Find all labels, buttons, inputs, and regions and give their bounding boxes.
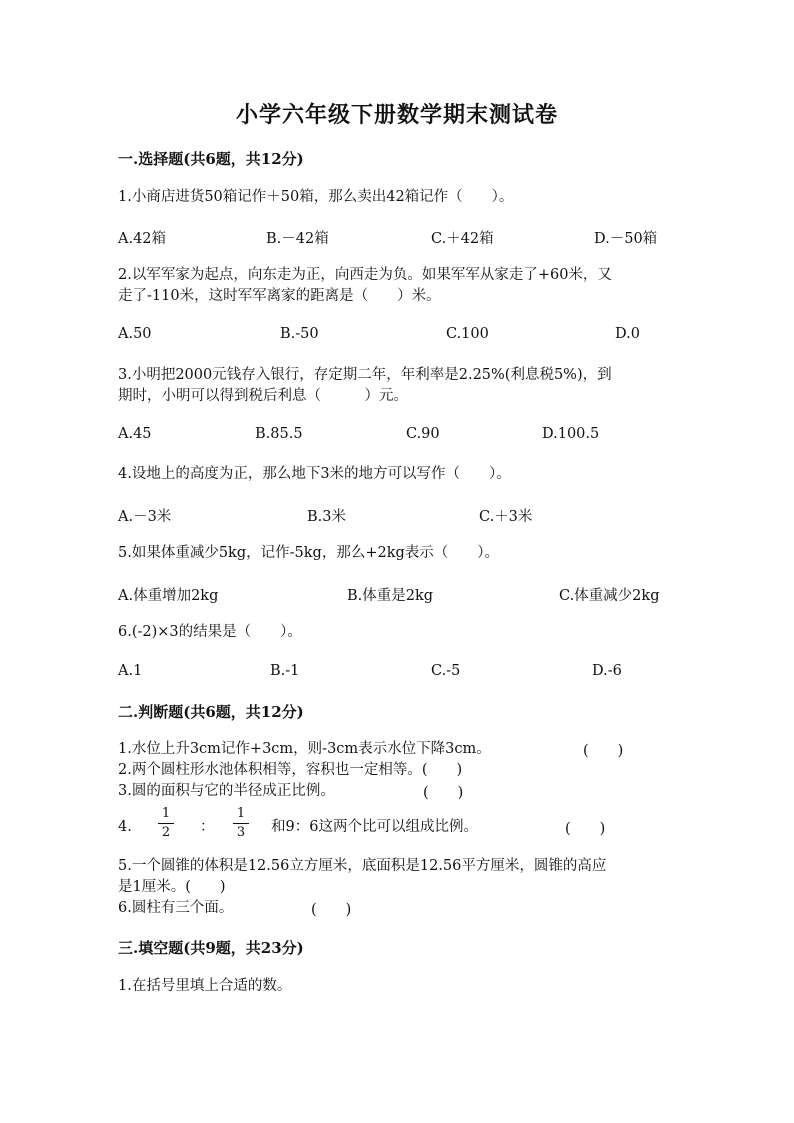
judge-4-colon: ： — [200, 819, 215, 835]
option-b: B.-1 — [270, 663, 300, 679]
question-5-options — [118, 584, 678, 606]
question-6: 6.(-2)×3的结果是（ ）。 — [118, 624, 302, 640]
question-3-line-1: 3.小明把2000元钱存入银行，存定期二年，年利率是2.25%(利息税5%)，到 — [118, 367, 612, 383]
option-c: C.90 — [406, 426, 440, 442]
question-1: 1.小商店进货50箱记作＋50箱，那么卖出42箱记作（ ）。 — [118, 189, 514, 205]
option-a: A.45 — [118, 426, 152, 442]
judge-1-answer-paren: ( ) — [583, 743, 624, 759]
option-c: C.＋42箱 — [431, 231, 494, 247]
question-1-options — [118, 227, 678, 249]
judge-1: 1.水位上升3cm记作+3cm，则-3cm表示水位下降3cm。 — [118, 741, 491, 757]
section-header-fill: 三.填空题(共9题，共23分) — [118, 939, 304, 957]
option-a: A.体重增加2kg — [118, 588, 219, 604]
question-2-line-1: 2.以军军家为起点，向东走为正，向西走为负。如果军军从家走了+60米，又 — [118, 267, 612, 283]
judge-2: 2.两个圆柱形水池体积相等，容积也一定相等。( ) — [118, 762, 463, 778]
option-a: A.50 — [118, 326, 152, 342]
option-c: C.100 — [446, 326, 489, 342]
option-d: D.0 — [615, 326, 640, 342]
fraction-one-third: 1 3 — [233, 806, 249, 841]
option-a: A.－3米 — [118, 509, 172, 525]
judge-5-line-2: 是1厘米。( ) — [118, 879, 226, 895]
question-5: 5.如果体重减少5kg，记作-5kg，那么+2kg表示（ ）。 — [118, 545, 500, 561]
judge-4-text: 和9：6这两个比可以组成比例。 — [271, 819, 478, 835]
option-b: B.体重是2kg — [347, 588, 434, 604]
question-2-line-2: 走了-110米，这时军军离家的距离是（ ）米。 — [118, 288, 441, 304]
question-3-line-2: 期时，小明可以得到税后利息（ ）元。 — [118, 388, 408, 404]
section-header-judge: 二.判断题(共6题，共12分) — [118, 703, 304, 721]
section-header-choice: 一.选择题(共6题，共12分) — [118, 150, 304, 168]
fill-1: 1.在括号里填上合适的数。 — [118, 978, 292, 994]
option-c: C.＋3米 — [479, 509, 533, 525]
option-b: B.85.5 — [255, 426, 303, 442]
judge-4-number: 4. — [118, 819, 132, 835]
page-title: 小学六年级下册数学期末测试卷 — [235, 102, 558, 128]
question-3-options — [118, 426, 678, 448]
option-d: D.－50箱 — [594, 231, 658, 247]
option-c: C.-5 — [431, 663, 461, 679]
option-a: A.42箱 — [118, 231, 167, 247]
option-b: B.-50 — [280, 326, 319, 342]
fraction-one-half: 1 2 — [158, 806, 174, 841]
option-d: D.-6 — [592, 663, 622, 679]
judge-3-answer-paren: ( ) — [423, 785, 464, 801]
option-c: C.体重减少2kg — [559, 588, 660, 604]
question-4: 4.设地上的高度为正，那么地下3米的地方可以写作（ ）。 — [118, 466, 511, 482]
judge-3: 3.圆的面积与它的半径成正比例。 — [118, 783, 335, 799]
judge-4-answer-paren: ( ) — [565, 821, 606, 837]
question-2-options — [118, 326, 678, 348]
judge-6: 6.圆柱有三个面。 — [118, 900, 234, 916]
option-a: A.1 — [118, 663, 143, 679]
question-4-options — [118, 505, 678, 527]
option-b: B.－42箱 — [266, 231, 329, 247]
option-d: D.100.5 — [542, 426, 600, 442]
judge-5-line-1: 5.一个圆锥的体积是12.56立方厘米，底面积是12.56平方厘米，圆锥的高应 — [118, 858, 607, 874]
judge-6-answer-paren: ( ) — [311, 902, 352, 918]
question-6-options — [118, 663, 678, 685]
option-b: B.3米 — [307, 509, 346, 525]
